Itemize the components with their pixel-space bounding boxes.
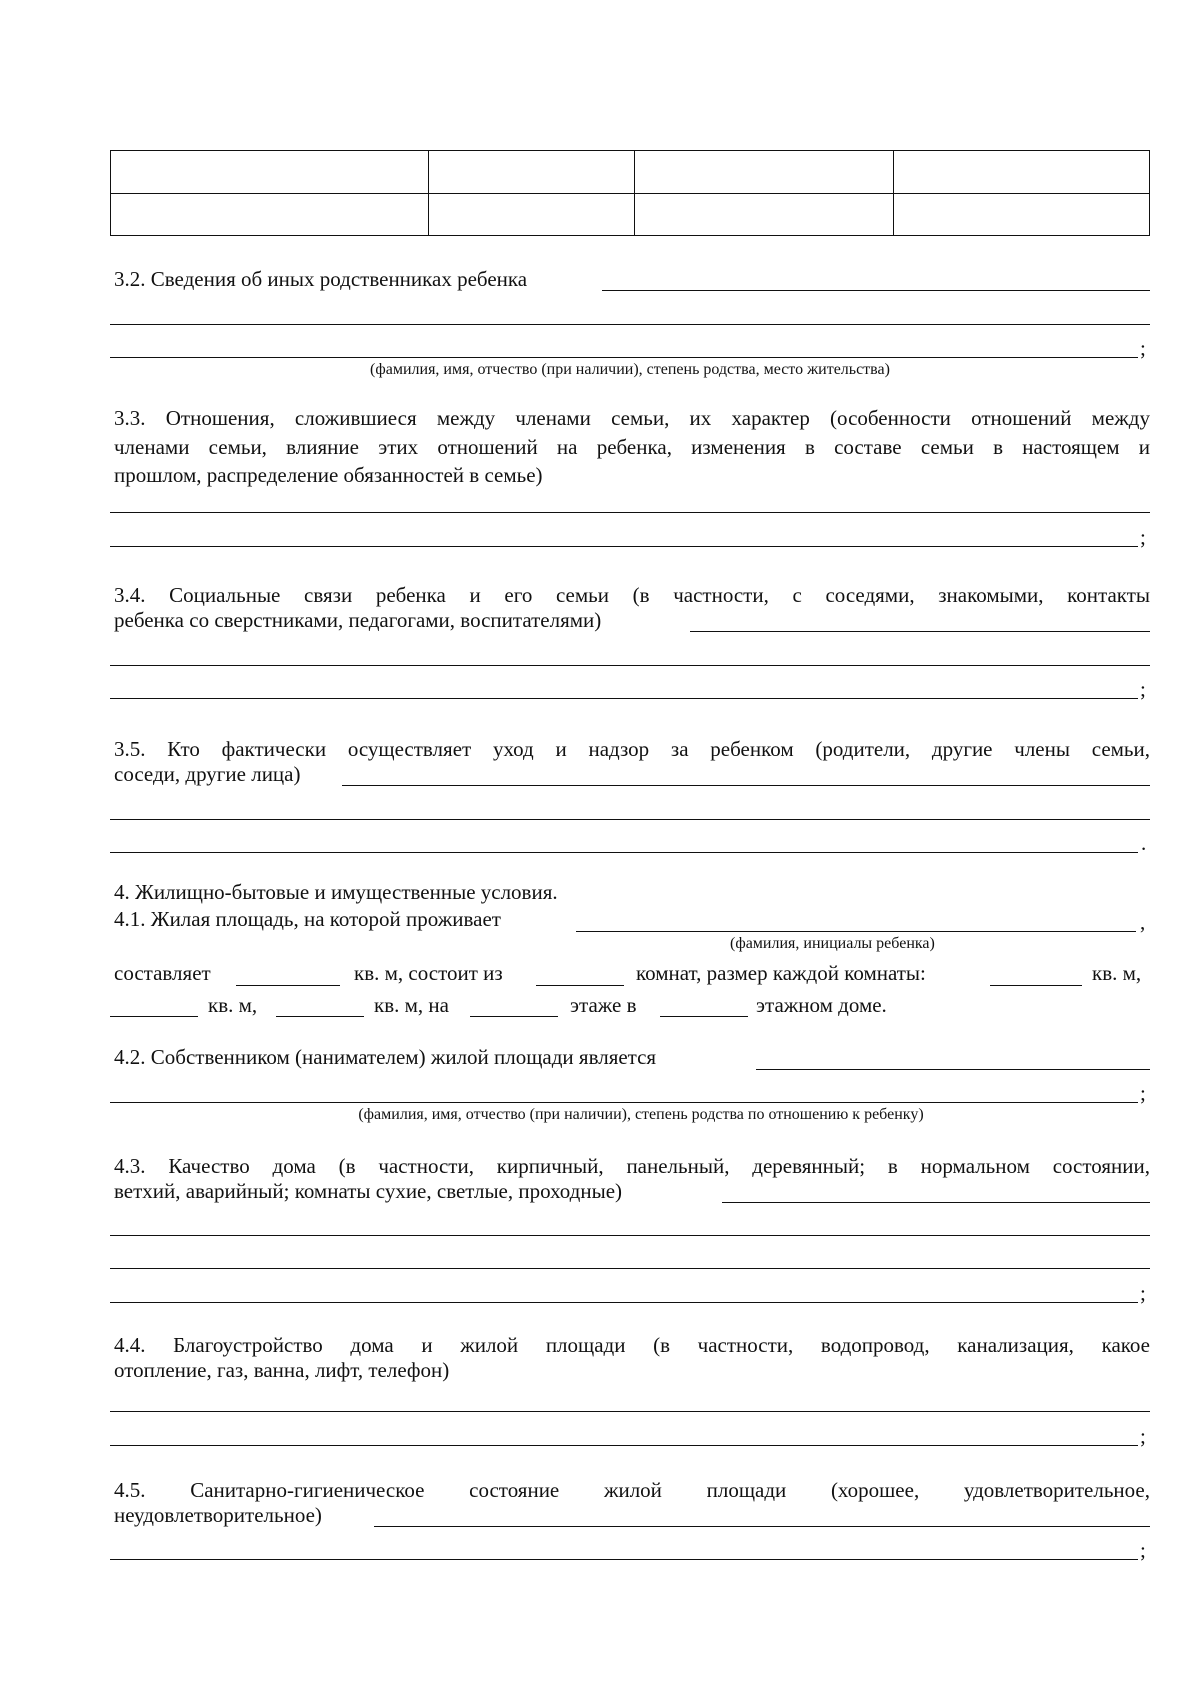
section-3-5-text <box>114 735 1150 764</box>
line-end-punct: ; <box>1140 1081 1146 1105</box>
section-4-2-label: 4.2. Собственником (нанимателем) жилой площади является <box>114 1045 657 1069</box>
fill-line[interactable] <box>110 1102 1138 1103</box>
line-end-punct: ; <box>1140 525 1146 549</box>
fill-line[interactable] <box>110 512 1150 513</box>
relatives-table <box>110 150 1150 236</box>
text-line: 3.3. Отношения, сложившиеся между членами семьи, их характер (особенности отношений между <box>114 406 1150 430</box>
fill-line[interactable] <box>374 1526 1150 1527</box>
table-cell[interactable] <box>894 151 1150 194</box>
table-cell[interactable] <box>635 193 894 236</box>
fill-line[interactable] <box>576 931 1136 932</box>
line-end-punct: ; <box>1140 1281 1146 1305</box>
line-end-punct: , <box>1140 910 1146 934</box>
text-line: 3.5. Кто фактически осуществляет уход и надзор за ребенком (родители, другие члены семьи, <box>114 737 1150 761</box>
fill-line[interactable] <box>722 1202 1150 1203</box>
text-line: 4.5. Санитарно-гигиеническое состояние жилой площади (хорошее, удовлетворительное, <box>114 1478 1150 1502</box>
section-3-4-text <box>114 581 1150 610</box>
text-line: отопление, газ, ванна, лифт, телефон) <box>114 1358 450 1382</box>
room-size-field[interactable] <box>990 985 1082 986</box>
line-end-punct: ; <box>1140 1538 1146 1562</box>
room-size-field[interactable] <box>276 1016 364 1017</box>
section-4-1-hint: (фамилия, инициалы ребенка) <box>730 935 935 952</box>
fill-line[interactable] <box>110 546 1138 547</box>
fill-line[interactable] <box>110 852 1138 853</box>
text-line: прошлом, распределение обязанностей в семье) <box>114 463 543 487</box>
room-size-field[interactable] <box>110 1016 198 1017</box>
text-kvm: кв. м, <box>1092 961 1142 985</box>
section-4-2-hint: (фамилия, имя, отчество (при наличии), степень родства по отношению к ребенку) <box>358 1106 924 1123</box>
section-4-4-text <box>114 1331 1150 1360</box>
floor-field[interactable] <box>470 1016 558 1017</box>
table-cell[interactable] <box>635 151 894 194</box>
text-line: соседи, другие лица) <box>114 762 301 786</box>
text-etazhe: этаже в <box>570 993 637 1017</box>
section-4-3-text <box>114 1152 1150 1181</box>
fill-line[interactable] <box>690 631 1150 632</box>
text-line: неудовлетворительное) <box>114 1503 322 1527</box>
fill-line[interactable] <box>110 1235 1150 1236</box>
table-row <box>111 151 1150 194</box>
line-end-punct: ; <box>1140 1424 1146 1448</box>
fill-line[interactable] <box>110 1268 1150 1269</box>
text-sostavlyaet: составляет <box>114 961 211 985</box>
fill-line[interactable] <box>342 785 1150 786</box>
section-4-1-label: 4.1. Жилая площадь, на которой проживает <box>114 907 501 931</box>
section-3-3-text <box>114 404 1150 462</box>
section-4-5-text <box>114 1476 1150 1505</box>
fill-line[interactable] <box>110 1559 1138 1560</box>
table-cell[interactable] <box>111 151 429 194</box>
fill-line[interactable] <box>110 1411 1150 1412</box>
text-line: 3.4. Социальные связи ребенка и его семьи (в частности, с соседями, знакомыми, контакты <box>114 583 1150 607</box>
floors-total-field[interactable] <box>660 1016 748 1017</box>
fill-line[interactable] <box>602 290 1150 291</box>
fill-line[interactable] <box>110 819 1150 820</box>
text-etazhnom: этажном доме. <box>756 993 887 1017</box>
section-3-2-label: 3.2. Сведения об иных родственниках ребенка <box>114 267 528 291</box>
text-komnat: комнат, размер каждой комнаты: <box>636 961 926 985</box>
section-3-2-hint: (фамилия, имя, отчество (при наличии), степень родства, место жительства) <box>370 361 890 378</box>
table-cell[interactable] <box>428 193 635 236</box>
table-cell[interactable] <box>111 193 429 236</box>
table-row <box>111 193 1150 236</box>
table-cell[interactable] <box>894 193 1150 236</box>
fill-line[interactable] <box>110 1302 1138 1303</box>
fill-line[interactable] <box>110 357 1138 358</box>
fill-line[interactable] <box>110 665 1150 666</box>
text-kvm: кв. м, состоит из <box>354 961 503 985</box>
text-line: ребенка со сверстниками, педагогами, воспитателями) <box>114 608 602 632</box>
text-line: членами семьи, влияние этих отношений на ребенка, изменения в составе семьи в настоящем и <box>114 435 1150 459</box>
table-cell[interactable] <box>428 151 635 194</box>
fill-line[interactable] <box>756 1069 1150 1070</box>
rooms-count-field[interactable] <box>536 985 624 986</box>
line-end-punct: ; <box>1140 677 1146 701</box>
fill-line[interactable] <box>110 324 1150 325</box>
text-kvm-na: кв. м, на <box>374 993 449 1017</box>
fill-line[interactable] <box>110 1445 1138 1446</box>
text-line: 4.4. Благоустройство дома и жилой площади (в частности, водопровод, канализация, какое <box>114 1333 1150 1357</box>
text-line: 4.3. Качество дома (в частности, кирпичный, панельный, деревянный; в нормальном состоянии, <box>114 1154 1150 1178</box>
fill-line[interactable] <box>110 698 1138 699</box>
area-total-field[interactable] <box>236 985 340 986</box>
section-4-title: 4. Жилищно-бытовые и имущественные условия. <box>114 880 558 904</box>
line-end-punct: ; <box>1140 336 1146 360</box>
text-kvm: кв. м, <box>208 993 258 1017</box>
line-end-punct: . <box>1141 831 1147 855</box>
text-line: ветхий, аварийный; комнаты сухие, светлые, проходные) <box>114 1179 623 1203</box>
